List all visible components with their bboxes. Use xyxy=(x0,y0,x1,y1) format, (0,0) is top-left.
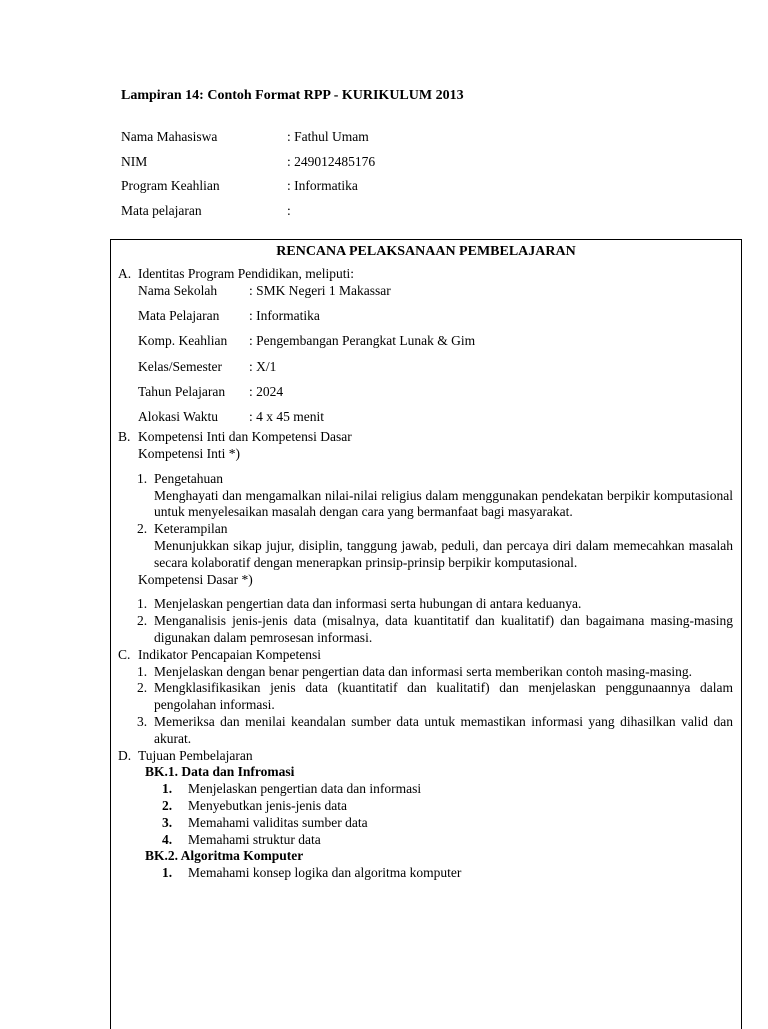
ki-item xyxy=(118,471,733,521)
info-row-mapel xyxy=(121,202,375,227)
info-value: : Informatika xyxy=(287,178,358,193)
item-number: 4. xyxy=(162,831,173,847)
section-marker: A. xyxy=(118,266,132,281)
identity-value: : Informatika xyxy=(249,308,320,324)
identity-value: : 4 x 45 menit xyxy=(249,409,324,425)
identity-value: : SMK Negeri 1 Makassar xyxy=(249,282,391,298)
info-value: : 249012485176 xyxy=(287,153,376,169)
section-title: Tujuan Pembelajaran xyxy=(138,747,253,763)
info-row-nim xyxy=(121,153,375,178)
identity-value: : Pengembangan Perangkat Lunak & Gim xyxy=(249,333,476,349)
identity-label: Kelas/Semester xyxy=(138,358,222,374)
document-heading: Lampiran 14: Contoh Format RPP - KURIKULUM 2013 xyxy=(121,88,464,103)
objective-item xyxy=(118,781,733,798)
item-number: 3. xyxy=(137,714,148,730)
kd-item xyxy=(118,596,733,613)
info-row-nama xyxy=(121,128,375,153)
objective-text: Memahami validitas sumber data xyxy=(188,814,368,830)
info-label: Program Keahlian xyxy=(121,178,220,193)
objective-text: Menyebutkan jenis-jenis data xyxy=(188,798,347,814)
student-info xyxy=(121,128,375,226)
item-number: 1. xyxy=(137,470,148,486)
bk1-title: BK.1. Data dan Infromasi xyxy=(145,764,295,780)
ki-title: Kompetensi Inti *) xyxy=(138,446,240,462)
section-marker: C. xyxy=(118,646,131,662)
kd-item-text: Menjelaskan pengertian data dan informasi serta hubungan di antara keduanya. xyxy=(154,596,582,612)
identity-value: : 2024 xyxy=(249,383,284,399)
indicator-text: Mengklasifikasikan jenis data (kuantitatif dan kualitatif) dan menjelaskan penggunaannya dalam pengolahan informasi. xyxy=(154,680,733,713)
indicator-item xyxy=(118,664,733,681)
section-d-heading xyxy=(118,748,733,765)
section-title: Indikator Pencapaian Kompetensi xyxy=(138,646,321,662)
item-number: 1. xyxy=(162,781,173,797)
section-title: Identitas Program Pendidikan, meliputi: xyxy=(138,266,354,281)
info-label: Mata pelajaran xyxy=(121,202,202,218)
indicator-item xyxy=(118,714,733,748)
indicator-item xyxy=(118,680,733,714)
objective-text: Memahami struktur data xyxy=(188,831,321,847)
indicator-text: Memeriksa dan menilai keandalan sumber data untuk memastikan informasi yang dihasilkan valid dan akurat. xyxy=(154,714,733,746)
section-c-heading xyxy=(118,647,733,664)
identity-row xyxy=(118,283,733,308)
identity-label: Alokasi Waktu xyxy=(138,409,219,425)
kd-item-text: Menganalisis jenis-jenis data (misalnya, data kuantitatif dan kualitatif) dan bagaimana masing-masing digunakan dalam pemrosesan informasi. xyxy=(154,613,733,646)
identity-label: Tahun Pelajaran xyxy=(138,383,226,399)
identity-row xyxy=(118,384,733,409)
rpp-content xyxy=(118,266,733,882)
objective-text: Memahami konsep logika dan algoritma komputer xyxy=(188,865,462,881)
ki-item-text: Menghayati dan mengamalkan nilai-nilai religius dalam menggunakan pendekatan berpikir komputasional untuk menyelesaikan masalah dengan cara yang bermanfaat bagi masyarakat. xyxy=(154,487,733,520)
item-number: 2. xyxy=(137,680,148,696)
ki-item-title: Pengetahuan xyxy=(154,470,223,486)
section-marker: B. xyxy=(118,429,131,445)
rpp-box xyxy=(110,239,742,1029)
bk2-title: BK.2. Algoritma Komputer xyxy=(145,848,304,864)
section-b-heading xyxy=(118,429,733,446)
objective-item xyxy=(118,832,733,849)
identity-label: Komp. Keahlian xyxy=(138,333,228,349)
item-number: 2. xyxy=(162,798,173,814)
item-number: 1. xyxy=(137,663,148,679)
item-number: 2. xyxy=(137,613,148,629)
identity-row xyxy=(118,409,733,429)
section-marker: D. xyxy=(118,747,132,763)
rpp-title: RENCANA PELAKSANAAN PEMBELAJARAN xyxy=(276,244,576,259)
item-number: 1. xyxy=(137,596,148,612)
kd-title: Kompetensi Dasar *) xyxy=(138,571,253,587)
item-number: 3. xyxy=(162,814,173,830)
info-label: Nama Mahasiswa xyxy=(121,129,218,144)
ki-item-text: Menunjukkan sikap jujur, disiplin, tanggung jawab, peduli, dan percaya diri dalam memecahkan masalah secara kolaboratif dengan menerapkan prinsip-prinsip berpikir komputasional. xyxy=(154,538,733,570)
kd-item xyxy=(118,613,733,647)
identity-row xyxy=(118,359,733,384)
indicator-text: Menjelaskan dengan benar pengertian data dan informasi serta memberikan contoh masing-masing. xyxy=(154,663,692,679)
identity-label: Mata Pelajaran xyxy=(138,308,220,324)
identity-value: : X/1 xyxy=(249,358,277,374)
objective-item xyxy=(118,798,733,815)
info-label: NIM xyxy=(121,153,148,169)
info-row-program xyxy=(121,177,375,202)
section-a-heading xyxy=(118,266,733,283)
item-number: 1. xyxy=(162,865,173,881)
ki-item-title: Keterampilan xyxy=(154,521,228,537)
objective-text: Menjelaskan pengertian data dan informasi xyxy=(188,781,422,797)
item-number: 2. xyxy=(137,521,148,537)
info-value: : xyxy=(287,202,291,218)
objective-item xyxy=(118,865,733,882)
identity-row xyxy=(118,333,733,358)
identity-row xyxy=(118,308,733,333)
section-title: Kompetensi Inti dan Kompetensi Dasar xyxy=(138,429,352,445)
ki-item xyxy=(118,521,733,571)
objective-item xyxy=(118,815,733,832)
identity-label: Nama Sekolah xyxy=(138,282,218,298)
info-value: : Fathul Umam xyxy=(287,129,369,144)
